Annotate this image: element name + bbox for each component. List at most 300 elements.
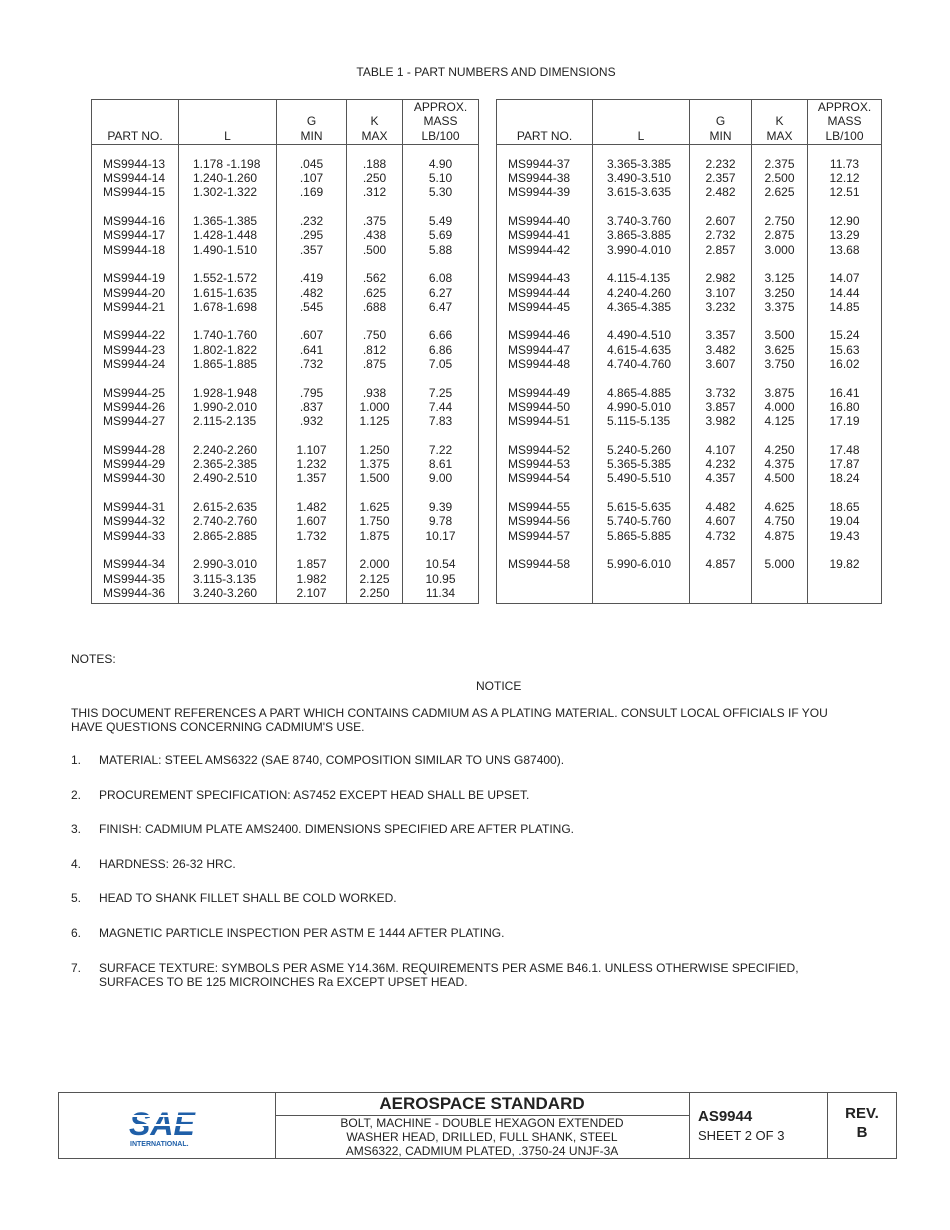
k-max-cell: .375 xyxy=(347,200,403,229)
l-header xyxy=(593,100,690,145)
table-row xyxy=(92,572,479,586)
part-number-cell: MS9944-37 xyxy=(497,144,593,171)
table-row xyxy=(497,243,882,257)
k-max-cell: .875 xyxy=(347,357,403,371)
k-max-cell: .438 xyxy=(347,228,403,242)
g-min-cell: .641 xyxy=(277,343,347,357)
part-number-cell: MS9944-39 xyxy=(497,185,593,199)
table-row xyxy=(497,400,882,414)
notes-label: NOTES: xyxy=(71,652,116,666)
note-text: SURFACE TEXTURE: SYMBOLS PER ASME Y14.36M. REQUIREMENTS PER ASME B46.1. UNLESS OTHERWISE SPECIFIED, SURFACES TO BE 125 MICROINCHES Ra EXCEPT UPSET HEAD. xyxy=(99,961,799,989)
g-min-cell: 4.607 xyxy=(690,514,752,528)
part-number-cell: MS9944-54 xyxy=(497,471,593,485)
note-text: HARDNESS: 26-32 HRC. xyxy=(99,857,236,871)
k-max-cell: .750 xyxy=(347,314,403,343)
table-title: TABLE 1 - PART NUMBERS AND DIMENSIONS xyxy=(356,65,616,79)
k-max-cell: 4.250 xyxy=(752,429,808,458)
mass-header xyxy=(808,100,882,145)
g-min-cell: 2.107 xyxy=(277,586,347,604)
g-min-cell: 2.607 xyxy=(690,200,752,229)
mass-cell: 6.47 xyxy=(403,300,479,314)
mass-cell: 4.90 xyxy=(403,144,479,171)
table-row xyxy=(92,314,479,343)
g-min-cell: 3.607 xyxy=(690,357,752,371)
mass-cell: 16.80 xyxy=(808,400,882,414)
mass-cell: 14.07 xyxy=(808,257,882,286)
length-cell: 2.615-2.635 xyxy=(179,486,277,515)
part-number-cell: MS9944-29 xyxy=(92,457,179,471)
part-number-cell: MS9944-57 xyxy=(497,529,593,543)
table-row xyxy=(92,514,479,528)
part-number-cell: MS9944-45 xyxy=(497,300,593,314)
g-min-cell: 1.607 xyxy=(277,514,347,528)
k-max-cell: 3.250 xyxy=(752,286,808,300)
k-max-cell: 2.375 xyxy=(752,144,808,171)
notice-text: THIS DOCUMENT REFERENCES A PART WHICH CONTAINS CADMIUM AS A PLATING MATERIAL. CONSULT LOCAL OFFICIALS IF YOU HAVE QUESTIONS CONCERNING CADMIUM'S USE. xyxy=(71,706,828,734)
table-row xyxy=(92,171,479,185)
length-cell: 4.865-4.885 xyxy=(593,371,690,400)
table-row xyxy=(92,471,479,485)
title-cell xyxy=(275,1093,690,1158)
length-cell: 5.740-5.760 xyxy=(593,514,690,528)
table-row xyxy=(497,286,882,300)
length-cell: 2.740-2.760 xyxy=(179,514,277,528)
mass-cell: 13.29 xyxy=(808,228,882,242)
mass-cell: 5.30 xyxy=(403,185,479,199)
k-max-cell: 2.500 xyxy=(752,171,808,185)
note-number: 6. xyxy=(71,926,82,940)
document-description xyxy=(275,1116,689,1158)
k-max-cell: 3.625 xyxy=(752,343,808,357)
header-text: G xyxy=(306,114,317,129)
k-max-cell: 2.750 xyxy=(752,200,808,229)
part-number-cell: MS9944-47 xyxy=(497,343,593,357)
g-min-cell: 3.357 xyxy=(690,314,752,343)
g-min-cell: 3.857 xyxy=(690,400,752,414)
length-cell: 3.990-4.010 xyxy=(593,243,690,257)
header-text: PART NO. xyxy=(516,128,573,143)
right-parts-table xyxy=(496,99,882,604)
part-number-cell: MS9944-20 xyxy=(92,286,179,300)
mass-cell: 14.85 xyxy=(808,300,882,314)
mass-cell: 7.22 xyxy=(403,429,479,458)
note-number: 7. xyxy=(71,961,82,975)
mass-cell: 19.43 xyxy=(808,529,882,543)
note-number: 2. xyxy=(71,788,82,802)
g-min-cell: 2.232 xyxy=(690,144,752,171)
part-number-cell: MS9944-44 xyxy=(497,286,593,300)
sae-logo-wordmark: SAE xyxy=(129,1106,195,1142)
length-cell: 1.240-1.260 xyxy=(179,171,277,185)
note-number: 3. xyxy=(71,822,82,836)
table-row xyxy=(497,486,882,515)
k-max-cell: 1.125 xyxy=(347,414,403,428)
k-max-cell: 2.625 xyxy=(752,185,808,199)
g-min-cell: 4.482 xyxy=(690,486,752,515)
length-cell: 1.740-1.760 xyxy=(179,314,277,343)
part-number-cell: MS9944-27 xyxy=(92,414,179,428)
l-header xyxy=(179,100,277,145)
length-cell: 2.240-2.260 xyxy=(179,429,277,458)
mass-cell: 19.04 xyxy=(808,514,882,528)
g-min-cell: .732 xyxy=(277,357,347,371)
k-max-header xyxy=(347,100,403,145)
k-max-cell: 1.750 xyxy=(347,514,403,528)
g-min-cell: 3.107 xyxy=(690,286,752,300)
g-min-cell: 1.357 xyxy=(277,471,347,485)
header-text: MASS xyxy=(827,114,862,129)
k-max-cell: 3.000 xyxy=(752,243,808,257)
length-cell: 1.865-1.885 xyxy=(179,357,277,371)
note-text: HEAD TO SHANK FILLET SHALL BE COLD WORKED. xyxy=(99,891,397,905)
note-text: PROCUREMENT SPECIFICATION: AS7452 EXCEPT HEAD SHALL BE UPSET. xyxy=(99,788,530,802)
table-row xyxy=(497,357,882,371)
mass-cell: 10.54 xyxy=(403,543,479,572)
table-row xyxy=(92,400,479,414)
part-number-cell: MS9944-19 xyxy=(92,257,179,286)
table-row xyxy=(497,543,882,604)
part-number-cell: MS9944-28 xyxy=(92,429,179,458)
table-row xyxy=(497,200,882,229)
k-max-cell: 1.375 xyxy=(347,457,403,471)
part-number-cell: MS9944-48 xyxy=(497,357,593,371)
table-row xyxy=(497,414,882,428)
g-min-cell: .607 xyxy=(277,314,347,343)
table-row xyxy=(92,144,479,171)
length-cell: 2.865-2.885 xyxy=(179,529,277,543)
mass-cell: 6.27 xyxy=(403,286,479,300)
length-cell: 2.990-3.010 xyxy=(179,543,277,572)
table-header-row xyxy=(497,100,882,145)
length-cell: 3.365-3.385 xyxy=(593,144,690,171)
part-number-cell: MS9944-22 xyxy=(92,314,179,343)
mass-cell: 14.44 xyxy=(808,286,882,300)
table-row xyxy=(497,144,882,171)
length-cell: 3.865-3.885 xyxy=(593,228,690,242)
g-min-cell: 4.357 xyxy=(690,471,752,485)
header-text: LB/100 xyxy=(825,128,864,143)
k-max-cell: 3.500 xyxy=(752,314,808,343)
table-row xyxy=(497,429,882,458)
header-text: L xyxy=(224,128,231,143)
part-number-cell: MS9944-49 xyxy=(497,371,593,400)
header-text: LB/100 xyxy=(421,128,460,143)
g-min-cell: 1.232 xyxy=(277,457,347,471)
sheet-number: SHEET 2 OF 3 xyxy=(698,1128,785,1143)
mass-cell: 5.10 xyxy=(403,171,479,185)
table-row xyxy=(92,414,479,428)
k-max-cell: .500 xyxy=(347,243,403,257)
length-cell: 3.490-3.510 xyxy=(593,171,690,185)
mass-cell: 11.73 xyxy=(808,144,882,171)
part-number-cell: MS9944-18 xyxy=(92,243,179,257)
description-line: AMS6322, CADMIUM PLATED, .3750-24 UNJF-3A xyxy=(345,1144,619,1158)
part-number-cell: MS9944-56 xyxy=(497,514,593,528)
mass-cell: 18.24 xyxy=(808,471,882,485)
k-max-cell: 5.000 xyxy=(752,543,808,604)
table-row xyxy=(497,514,882,528)
k-max-cell: 4.125 xyxy=(752,414,808,428)
mass-cell: 7.25 xyxy=(403,371,479,400)
length-cell: 5.490-5.510 xyxy=(593,471,690,485)
note-number: 1. xyxy=(71,753,82,767)
table-row xyxy=(92,429,479,458)
table-row xyxy=(92,457,479,471)
title-block xyxy=(58,1092,897,1159)
table-row xyxy=(92,486,479,515)
table-row xyxy=(92,529,479,543)
table-header-row xyxy=(92,100,479,145)
g-min-cell: 2.857 xyxy=(690,243,752,257)
table-row xyxy=(92,586,479,604)
length-cell: 1.678-1.698 xyxy=(179,300,277,314)
k-max-cell: 2.250 xyxy=(347,586,403,604)
g-min-cell: 3.732 xyxy=(690,371,752,400)
k-max-cell: 1.250 xyxy=(347,429,403,458)
note-text: MATERIAL: STEEL AMS6322 (SAE 8740, COMPOSITION SIMILAR TO UNS G87400). xyxy=(99,753,565,767)
g-min-cell: 3.982 xyxy=(690,414,752,428)
table-row xyxy=(92,300,479,314)
document-number: AS9944 xyxy=(698,1108,753,1125)
part-no-header xyxy=(497,100,593,145)
g-min-cell: 1.482 xyxy=(277,486,347,515)
table-row xyxy=(497,228,882,242)
g-min-cell: 4.107 xyxy=(690,429,752,458)
mass-cell: 17.87 xyxy=(808,457,882,471)
table-row xyxy=(92,343,479,357)
g-min-cell: .837 xyxy=(277,400,347,414)
length-cell: 4.490-4.510 xyxy=(593,314,690,343)
k-max-cell: 1.500 xyxy=(347,471,403,485)
length-cell: 5.365-5.385 xyxy=(593,457,690,471)
k-max-cell: 1.625 xyxy=(347,486,403,515)
sae-logo-subtext: INTERNATIONAL. xyxy=(130,1141,189,1148)
table-row xyxy=(497,371,882,400)
mass-cell: 7.05 xyxy=(403,357,479,371)
header-text: L xyxy=(637,128,645,143)
part-number-cell: MS9944-55 xyxy=(497,486,593,515)
g-min-cell: .357 xyxy=(277,243,347,257)
length-cell: 1.928-1.948 xyxy=(179,371,277,400)
mass-cell: 8.61 xyxy=(403,457,479,471)
mass-cell: 12.12 xyxy=(808,171,882,185)
note-number: 4. xyxy=(71,857,82,871)
description-line: WASHER HEAD, DRILLED, FULL SHANK, STEEL xyxy=(346,1130,618,1144)
header-text: K xyxy=(370,114,379,129)
length-cell: 4.990-5.010 xyxy=(593,400,690,414)
length-cell: 4.240-4.260 xyxy=(593,286,690,300)
description-line: BOLT, MACHINE - DOUBLE HEXAGON EXTENDED xyxy=(340,1116,624,1130)
g-min-cell: 4.232 xyxy=(690,457,752,471)
g-min-cell: 3.482 xyxy=(690,343,752,357)
g-min-cell: .932 xyxy=(277,414,347,428)
mass-cell: 12.51 xyxy=(808,185,882,199)
g-min-cell: .232 xyxy=(277,200,347,229)
mass-cell: 6.08 xyxy=(403,257,479,286)
table-row xyxy=(92,257,479,286)
part-number-cell: MS9944-43 xyxy=(497,257,593,286)
length-cell: 3.615-3.635 xyxy=(593,185,690,199)
mass-cell: 10.95 xyxy=(403,572,479,586)
length-cell: 1.178 -1.198 xyxy=(179,144,277,171)
k-max-cell: .188 xyxy=(347,144,403,171)
length-cell: 2.115-2.135 xyxy=(179,414,277,428)
mass-cell: 17.19 xyxy=(808,414,882,428)
mass-cell: 19.82 xyxy=(808,543,882,604)
part-number-cell: MS9944-51 xyxy=(497,414,593,428)
table-row xyxy=(92,357,479,371)
part-number-cell: MS9944-23 xyxy=(92,343,179,357)
header-text: MIN xyxy=(300,128,323,143)
k-max-cell: 1.000 xyxy=(347,400,403,414)
table-row xyxy=(497,171,882,185)
mass-cell: 16.41 xyxy=(808,371,882,400)
mass-cell: 13.68 xyxy=(808,243,882,257)
length-cell: 1.552-1.572 xyxy=(179,257,277,286)
k-max-cell: 2.000 xyxy=(347,543,403,572)
k-max-cell: 2.125 xyxy=(347,572,403,586)
g-min-cell: 1.982 xyxy=(277,572,347,586)
part-number-cell: MS9944-53 xyxy=(497,457,593,471)
table-row xyxy=(497,457,882,471)
mass-cell: 9.78 xyxy=(403,514,479,528)
header-text: APPROX. xyxy=(413,100,468,114)
revision-cell xyxy=(827,1093,897,1158)
g-min-cell: 2.982 xyxy=(690,257,752,286)
table-row xyxy=(92,228,479,242)
header-text: MAX xyxy=(361,128,388,143)
part-number-cell: MS9944-32 xyxy=(92,514,179,528)
note-number: 5. xyxy=(71,891,82,905)
g-min-cell: .482 xyxy=(277,286,347,300)
k-max-cell: 1.875 xyxy=(347,529,403,543)
k-max-cell: 3.375 xyxy=(752,300,808,314)
mass-cell: 5.69 xyxy=(403,228,479,242)
part-number-cell: MS9944-25 xyxy=(92,371,179,400)
g-min-cell: 1.857 xyxy=(277,543,347,572)
length-cell: 1.615-1.635 xyxy=(179,286,277,300)
mass-cell: 5.49 xyxy=(403,200,479,229)
g-min-cell: 1.732 xyxy=(277,529,347,543)
mass-cell: 17.48 xyxy=(808,429,882,458)
k-max-cell: 2.875 xyxy=(752,228,808,242)
header-text: K xyxy=(775,114,784,129)
left-parts-table xyxy=(91,99,479,604)
length-cell: 5.990-6.010 xyxy=(593,543,690,604)
part-number-cell: MS9944-26 xyxy=(92,400,179,414)
part-number-cell: MS9944-46 xyxy=(497,314,593,343)
g-min-cell: .169 xyxy=(277,185,347,199)
k-max-cell: .312 xyxy=(347,185,403,199)
mass-cell: 6.66 xyxy=(403,314,479,343)
g-min-cell: .795 xyxy=(277,371,347,400)
table-row xyxy=(92,543,479,572)
part-no-header xyxy=(92,100,179,145)
length-cell: 1.302-1.322 xyxy=(179,185,277,199)
table-row xyxy=(92,185,479,199)
table-row xyxy=(497,300,882,314)
note-text: MAGNETIC PARTICLE INSPECTION PER ASTM E 1444 AFTER PLATING. xyxy=(99,926,505,940)
mass-cell: 6.86 xyxy=(403,343,479,357)
part-number-cell: MS9944-17 xyxy=(92,228,179,242)
mass-cell: 5.88 xyxy=(403,243,479,257)
g-min-cell: 4.732 xyxy=(690,529,752,543)
length-cell: 1.365-1.385 xyxy=(179,200,277,229)
header-text: G xyxy=(715,114,726,129)
part-number-cell: MS9944-34 xyxy=(92,543,179,572)
k-max-cell: 4.875 xyxy=(752,529,808,543)
table-row xyxy=(497,343,882,357)
table-row xyxy=(497,185,882,199)
table-row xyxy=(497,471,882,485)
g-min-cell: .419 xyxy=(277,257,347,286)
length-cell: 2.365-2.385 xyxy=(179,457,277,471)
part-number-cell: MS9944-36 xyxy=(92,586,179,604)
document-cell xyxy=(689,1093,828,1158)
k-max-cell: .688 xyxy=(347,300,403,314)
k-max-cell: .938 xyxy=(347,371,403,400)
g-min-cell: .107 xyxy=(277,171,347,185)
logo-cell xyxy=(59,1093,276,1158)
k-max-cell: .250 xyxy=(347,171,403,185)
table-row xyxy=(92,243,479,257)
length-cell: 4.115-4.135 xyxy=(593,257,690,286)
header-text: PART NO. xyxy=(107,128,163,143)
part-number-cell: MS9944-13 xyxy=(92,144,179,171)
part-number-cell: MS9944-33 xyxy=(92,529,179,543)
revision-value: B xyxy=(856,1124,868,1141)
table-row xyxy=(497,257,882,286)
part-number-cell: MS9944-21 xyxy=(92,300,179,314)
header-text: MASS xyxy=(423,114,458,129)
notice-title: NOTICE xyxy=(476,679,522,693)
mass-cell: 15.24 xyxy=(808,314,882,343)
part-number-cell: MS9944-41 xyxy=(497,228,593,242)
mass-cell: 18.65 xyxy=(808,486,882,515)
mass-header xyxy=(403,100,479,145)
g-min-cell: 1.107 xyxy=(277,429,347,458)
length-cell: 2.490-2.510 xyxy=(179,471,277,485)
table-row xyxy=(92,286,479,300)
part-number-cell: MS9944-30 xyxy=(92,471,179,485)
g-min-header xyxy=(690,100,752,145)
table-row xyxy=(497,314,882,343)
part-number-cell: MS9944-16 xyxy=(92,200,179,229)
length-cell: 1.990-2.010 xyxy=(179,400,277,414)
k-max-cell: 4.375 xyxy=(752,457,808,471)
g-min-cell: 2.732 xyxy=(690,228,752,242)
k-max-cell: .625 xyxy=(347,286,403,300)
g-min-header xyxy=(277,100,347,145)
part-number-cell: MS9944-58 xyxy=(497,543,593,604)
g-min-cell: 4.857 xyxy=(690,543,752,604)
header-text: MAX xyxy=(766,128,793,143)
header-text: MIN xyxy=(709,128,732,143)
length-cell: 4.365-4.385 xyxy=(593,300,690,314)
part-number-cell: MS9944-14 xyxy=(92,171,179,185)
g-min-cell: .545 xyxy=(277,300,347,314)
g-min-cell: 3.232 xyxy=(690,300,752,314)
standard-label: AEROSPACE STANDARD xyxy=(275,1093,689,1116)
note-text: FINISH: CADMIUM PLATE AMS2400. DIMENSIONS SPECIFIED ARE AFTER PLATING. xyxy=(99,822,574,836)
mass-cell: 7.83 xyxy=(403,414,479,428)
length-cell: 5.115-5.135 xyxy=(593,414,690,428)
revision-label: REV. xyxy=(845,1105,879,1122)
length-cell: 5.865-5.885 xyxy=(593,529,690,543)
length-cell: 3.240-3.260 xyxy=(179,586,277,604)
mass-cell: 10.17 xyxy=(403,529,479,543)
header-text: APPROX. xyxy=(817,100,872,114)
